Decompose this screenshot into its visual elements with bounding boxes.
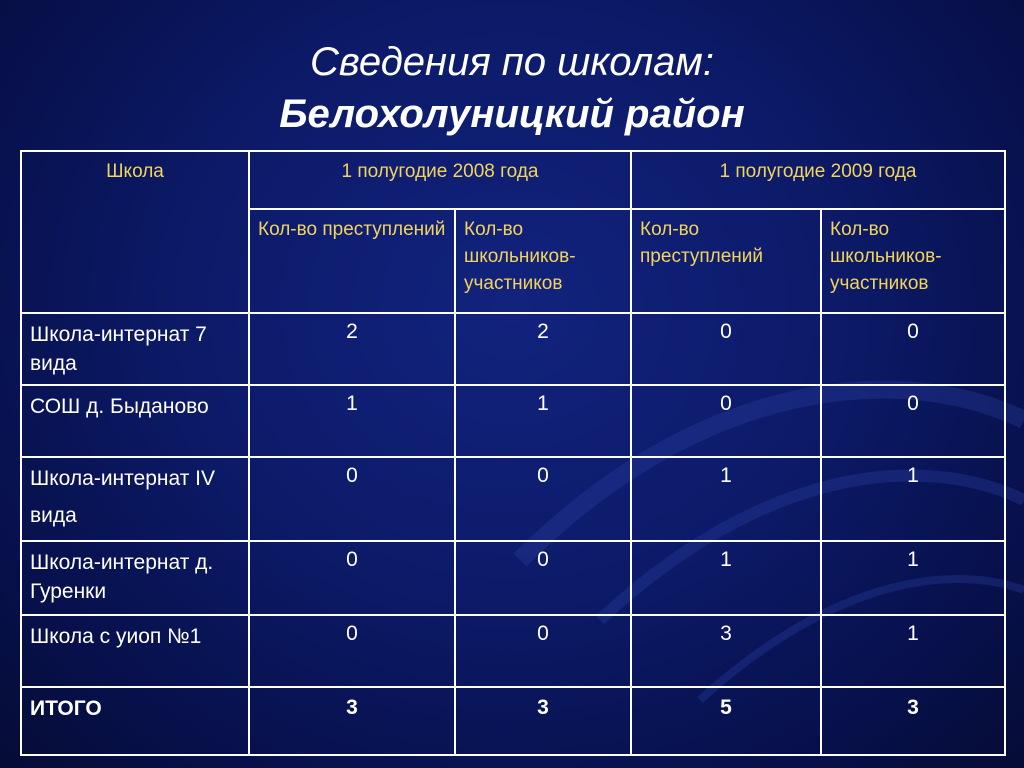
value-cell: 0 (249, 457, 455, 541)
value-cell: 0 (455, 615, 631, 687)
slide-subtitle: Белохолуницкий район (279, 92, 745, 136)
total-label: ИТОГО (21, 687, 249, 755)
value-cell: 1 (455, 385, 631, 457)
total-value-cell: 5 (631, 687, 821, 755)
value-cell: 1 (631, 457, 821, 541)
total-value-cell: 3 (249, 687, 455, 755)
header-crimes-2009: Кол-во преступлений (631, 209, 821, 313)
header-crimes-2008: Кол-во преступлений (249, 209, 455, 313)
school-name: Школа с уиоп №1 (21, 615, 249, 687)
header-school: Школа (21, 151, 249, 313)
header-period-2009: 1 полугодие 2009 года (631, 151, 1005, 209)
value-cell: 2 (455, 313, 631, 385)
total-value-cell: 3 (455, 687, 631, 755)
value-cell: 0 (631, 385, 821, 457)
school-name: Школа-интернат 7 вида (21, 313, 249, 385)
schools-crime-table (20, 150, 1006, 756)
table-row (21, 385, 1005, 457)
value-cell: 1 (821, 541, 1005, 615)
slide-title: Сведения по школам: (310, 40, 714, 84)
value-cell: 0 (821, 313, 1005, 385)
school-name: Школа-интернат д. Гуренки (21, 541, 249, 615)
value-cell: 1 (249, 385, 455, 457)
header-row-periods (21, 151, 1005, 209)
value-cell: 0 (249, 615, 455, 687)
value-cell: 1 (821, 457, 1005, 541)
value-cell: 1 (631, 541, 821, 615)
value-cell: 0 (455, 457, 631, 541)
table-row (21, 457, 1005, 541)
total-value-cell: 3 (821, 687, 1005, 755)
school-name: Школа-интернат IV вида (21, 457, 249, 541)
table-row (21, 615, 1005, 687)
value-cell: 0 (455, 541, 631, 615)
value-cell: 2 (249, 313, 455, 385)
header-period-2008: 1 полугодие 2008 года (249, 151, 631, 209)
value-cell: 0 (249, 541, 455, 615)
value-cell: 1 (821, 615, 1005, 687)
school-name: СОШ д. Быданово (21, 385, 249, 457)
value-cell: 0 (631, 313, 821, 385)
header-participants-2009: Кол-во школьников-участников (821, 209, 1005, 313)
value-cell: 3 (631, 615, 821, 687)
table-row (21, 313, 1005, 385)
header-participants-2008: Кол-во школьников-участников (455, 209, 631, 313)
table-row (21, 541, 1005, 615)
total-row (21, 687, 1005, 755)
value-cell: 0 (821, 385, 1005, 457)
